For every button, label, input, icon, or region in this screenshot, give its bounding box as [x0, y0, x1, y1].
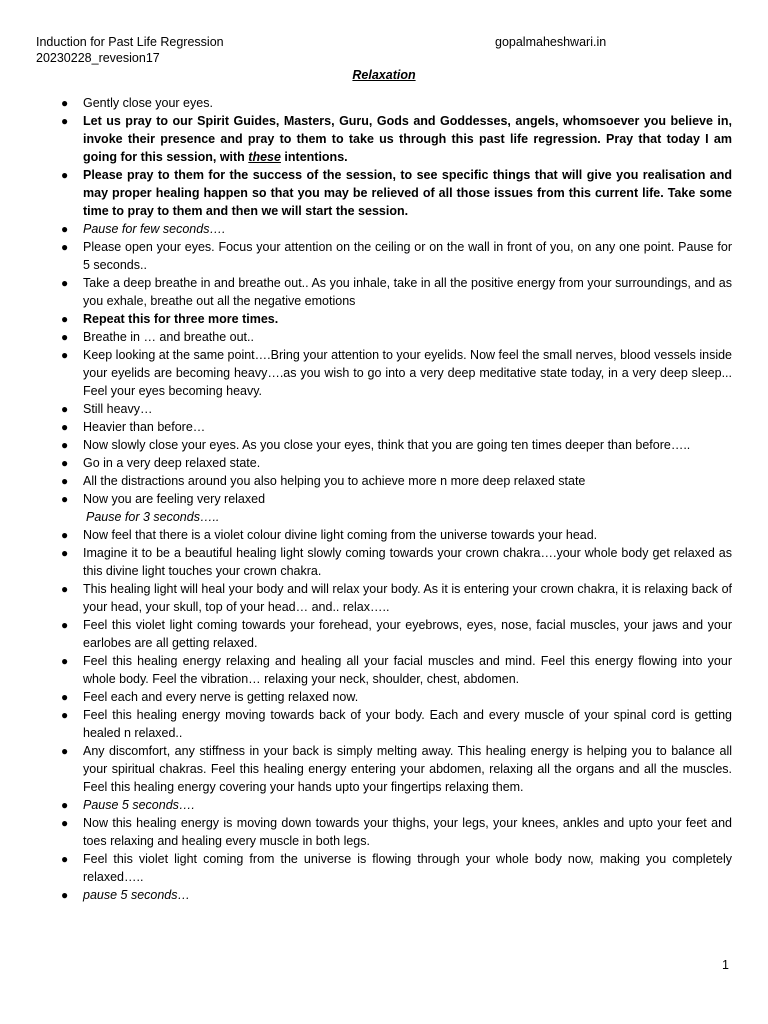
bullet-icon: ●: [61, 690, 69, 704]
list-item: ● Go in a very deep relaxed state.: [61, 456, 261, 470]
bullet-icon: ●: [61, 168, 69, 182]
bullet-icon: ●: [61, 456, 69, 470]
list-item: ● Repeat this for three more times.: [61, 312, 279, 326]
list-item: ● Heavier than before…: [61, 420, 206, 434]
section-title: Relaxation: [352, 68, 416, 82]
list-item: ● pause 5 seconds…: [61, 888, 191, 902]
list-item: ● Breathe in … and breathe out..: [61, 330, 254, 344]
list-item: ● Feel this healing energy moving towards back of your body. Each and every muscle of your spinal cord is getting healed n relaxed..: [61, 708, 732, 740]
list-item: ● Please pray to them for the success of the session, to see specific things that will give you realisation and may proper healing happen so that you may be relieved of all those issues from this current life. Take some time to pray to them and then we will start the session.: [61, 168, 732, 218]
bullet-icon: ●: [61, 492, 69, 506]
list-item: ● Feel this violet light coming from the universe is flowing through your whole body now, making you completely relaxed…..: [61, 852, 732, 884]
list-item: ● Still heavy…: [61, 402, 153, 416]
bullet-icon: ●: [61, 798, 69, 812]
bullet-icon: ●: [61, 222, 69, 236]
document-header-left: [36, 34, 224, 66]
list-item: ● Any discomfort, any stiffness in your back is simply melting away. This healing energy is helping you to balance all your spiritual chakras. Feel this healing energy entering your abdomen, relaxing all the organs and all the muscles. Feel this healing energy covering your hands upto your fingertips relaxing them.: [61, 744, 732, 794]
bullet-icon: ●: [61, 96, 69, 110]
bullet-icon: ●: [61, 240, 69, 254]
list-item: ● Pause 5 seconds….: [61, 798, 195, 812]
pause-note: Pause for 3 seconds…..: [86, 510, 220, 524]
page-number: 1: [722, 958, 729, 972]
header-title: Induction for Past Life Regression: [36, 35, 224, 49]
list-item: ● Feel this violet light coming towards your forehead, your eyebrows, eyes, nose, facial muscles, your jaws and your earlobes are all getting relaxed.: [61, 618, 732, 650]
list-item: ● Now you are feeling very relaxed: [61, 492, 266, 506]
bullet-icon: ●: [61, 114, 69, 128]
list-item: ● Now slowly close your eyes. As you close your eyes, think that you are going ten times deeper than before…..: [61, 438, 691, 452]
list-item: ● Imagine it to be a beautiful healing light slowly coming towards your crown chakra….your whole body get relaxed as this divine light touches your crown chakra.: [61, 546, 732, 578]
bullet-icon: ●: [61, 582, 69, 596]
list-item: ● Feel each and every nerve is getting relaxed now.: [61, 690, 359, 704]
bullet-icon: ●: [61, 654, 69, 668]
header-website: gopalmaheshwari.in: [495, 35, 607, 49]
bullet-icon: ●: [61, 528, 69, 542]
bullet-icon: ●: [61, 348, 69, 362]
list-item: ● Now feel that there is a violet colour divine light coming from the universe towards your head.: [61, 528, 598, 542]
list-item: ● Keep looking at the same point….Bring your attention to your eyelids. Now feel the small nerves, blood vessels inside your eyelids are becoming heavy….as you wish to go into a very deep meditative state today, in a very deep sleep... Feel your eyes becoming heavy.: [61, 348, 732, 398]
header-revision: 20230228_revesion17: [36, 51, 160, 65]
bullet-icon: ●: [61, 276, 69, 290]
bullet-icon: ●: [61, 708, 69, 722]
bullet-icon: ●: [61, 438, 69, 452]
list-item: ● This healing light will heal your body and will relax your body. As it is entering your crown chakra, it is relaxing back of your head, your skull, top of your head… and.. relax…..: [61, 582, 732, 614]
list-item: ● Feel this healing energy relaxing and healing all your facial muscles and mind. Feel this energy flowing into your whole body. Feel the vibration… relaxing your neck, shoulder, chest, abdomen.: [61, 654, 732, 686]
bullet-icon: ●: [61, 744, 69, 758]
bullet-icon: ●: [61, 816, 69, 830]
bullet-icon: ●: [61, 546, 69, 560]
list-item: ● Please open your eyes. Focus your attention on the ceiling or on the wall in front of you, on any one point. Pause for 5 seconds..: [61, 240, 732, 272]
bullet-icon: ●: [61, 312, 69, 326]
list-item: ● All the distractions around you also helping you to achieve more n more deep relaxed state: [61, 474, 586, 488]
list-item: ● Take a deep breathe in and breathe out.. As you inhale, take in all the positive energy from your surroundings, and as you exhale, breathe out all the negative emotions: [61, 276, 732, 308]
bullet-icon: ●: [61, 888, 69, 902]
bullet-icon: ●: [61, 402, 69, 416]
list-item: ● Let us pray to our Spirit Guides, Masters, Guru, Gods and Goddesses, angels, whomsoever you believe in, invoke their presence and pray to them to take us through this past life regression. Pray that today I am going for this session, with these intentions.: [61, 114, 732, 164]
list-item: ● Gently close your eyes.: [61, 96, 213, 110]
list-item: ● Now this healing energy is moving down towards your thighs, your legs, your knees, ankles and upto your feet and toes relaxing and healing every muscle in both legs.: [61, 816, 732, 848]
bullet-icon: ●: [61, 852, 69, 866]
bullet-icon: ●: [61, 420, 69, 434]
bullet-icon: ●: [61, 618, 69, 632]
bullet-icon: ●: [61, 474, 69, 488]
list-item: ● Pause for few seconds….: [61, 222, 226, 236]
bullet-icon: ●: [61, 330, 69, 344]
instruction-list: [36, 94, 732, 904]
